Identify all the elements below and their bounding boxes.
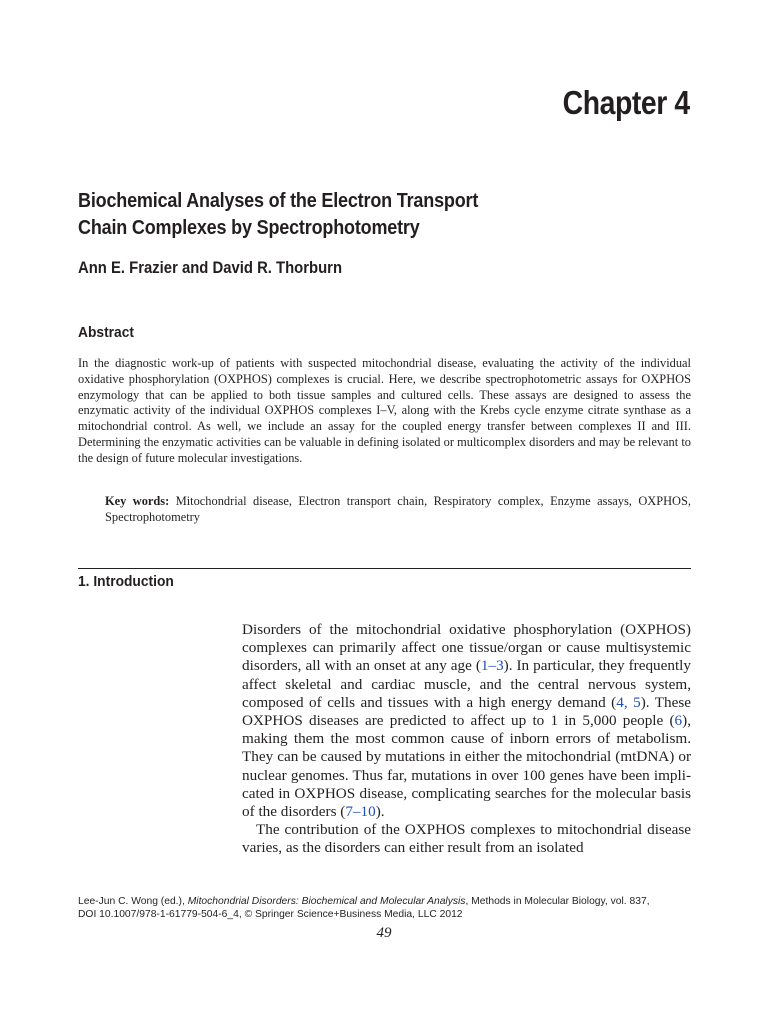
intro-paragraph-1 xyxy=(242,621,691,821)
keywords-text: Mitochondrial disease, Electron transport chain, Respiratory complex, Enzyme assays, OXPHOS, Spectrophotometry xyxy=(105,494,691,524)
intro-text: Disorders of the mitochondrial oxidative phosphorylation (OXPHOS) complexes can primarily affect one tissue/organ or cause multisystemic disorders, all with an onset at any age ( xyxy=(242,621,691,675)
title-line-1: Biochemical Analyses of the Electron Transport xyxy=(78,190,479,212)
section-divider xyxy=(78,568,691,569)
abstract-heading: Abstract xyxy=(78,324,134,341)
intro-text: ). xyxy=(375,803,385,821)
footer-text: , Methods in Molecular Biology, vol. 837, xyxy=(465,896,650,907)
page-number: 49 xyxy=(376,925,392,941)
chapter-title xyxy=(78,188,636,242)
citation-link[interactable]: 4, 5 xyxy=(616,693,641,711)
citation-link[interactable]: 7–10 xyxy=(345,803,376,821)
intro-text: ). In particular, they frequently affect skeletal and cardiac muscle, and the central nervous system, composed of cells and tissues with a high energy demand ( xyxy=(242,657,691,711)
book-title: Mitochondrial Disorders: Biochemical and Molecular Analysis xyxy=(187,896,466,907)
introduction-body xyxy=(242,621,691,858)
footer-line-2: DOI 10.1007/978-1-61779-504-6_4, © Springer Science+Business Media, LLC 2012 xyxy=(78,909,463,920)
chapter-label: Chapter 4 xyxy=(562,84,690,121)
title-line-2: Chain Complexes by Spectrophotometry xyxy=(78,217,420,239)
citation-link[interactable]: 6 xyxy=(674,712,683,730)
intro-text: ), making them the most common cause of inborn errors of metabolism. They can be caused by mutations in either the mitochondrial (mtDNA) or nuclear genomes. Thus far, mutations in over 100 genes have been implicated in OXPHOS disease, complicating searches for the molecular basis of the disorders ( xyxy=(242,712,691,821)
footer-line-1 xyxy=(78,895,698,908)
keywords-label: Key words: xyxy=(105,494,170,508)
introduction-heading: 1. Introduction xyxy=(78,573,174,590)
intro-text: ). These OXPHOS diseases are predicted to affect up to 1 in 5,000 people ( xyxy=(242,693,692,730)
keywords xyxy=(105,494,691,526)
intro-paragraph-2: The contribution of the OXPHOS complexes to mitochondrial disease varies, as the disorders can either result from an isolated xyxy=(242,821,691,857)
footer-text: Lee-Jun C. Wong (ed.), xyxy=(78,896,188,907)
citation-footer xyxy=(78,895,698,921)
citation-link[interactable]: 1–3 xyxy=(480,657,504,675)
authors: Ann E. Frazier and David R. Thorburn xyxy=(78,259,343,277)
abstract-text: In the diagnostic work-up of patients with suspected mitochondrial disease, evaluating the activity of the individual oxidative phosphorylation (OXPHOS) complexes is crucial. Here, we describe spectrophotometric assays for OXPHOS enzymology that can be applied to both tissue samples and cultured cells. These assays are designed to assess the enzymatic activity of the individual OXPHOS complexes I–V, along with the Krebs cycle enzyme citrate synthase as a mitochondrial control. As well, we include an assay for the coupled energy transfer between complexes II and III. Determining the enzymatic activities can be valuable in defining isolated or multicomplex disorders and may be relevant to the design of future molecular investigations. xyxy=(78,356,691,465)
